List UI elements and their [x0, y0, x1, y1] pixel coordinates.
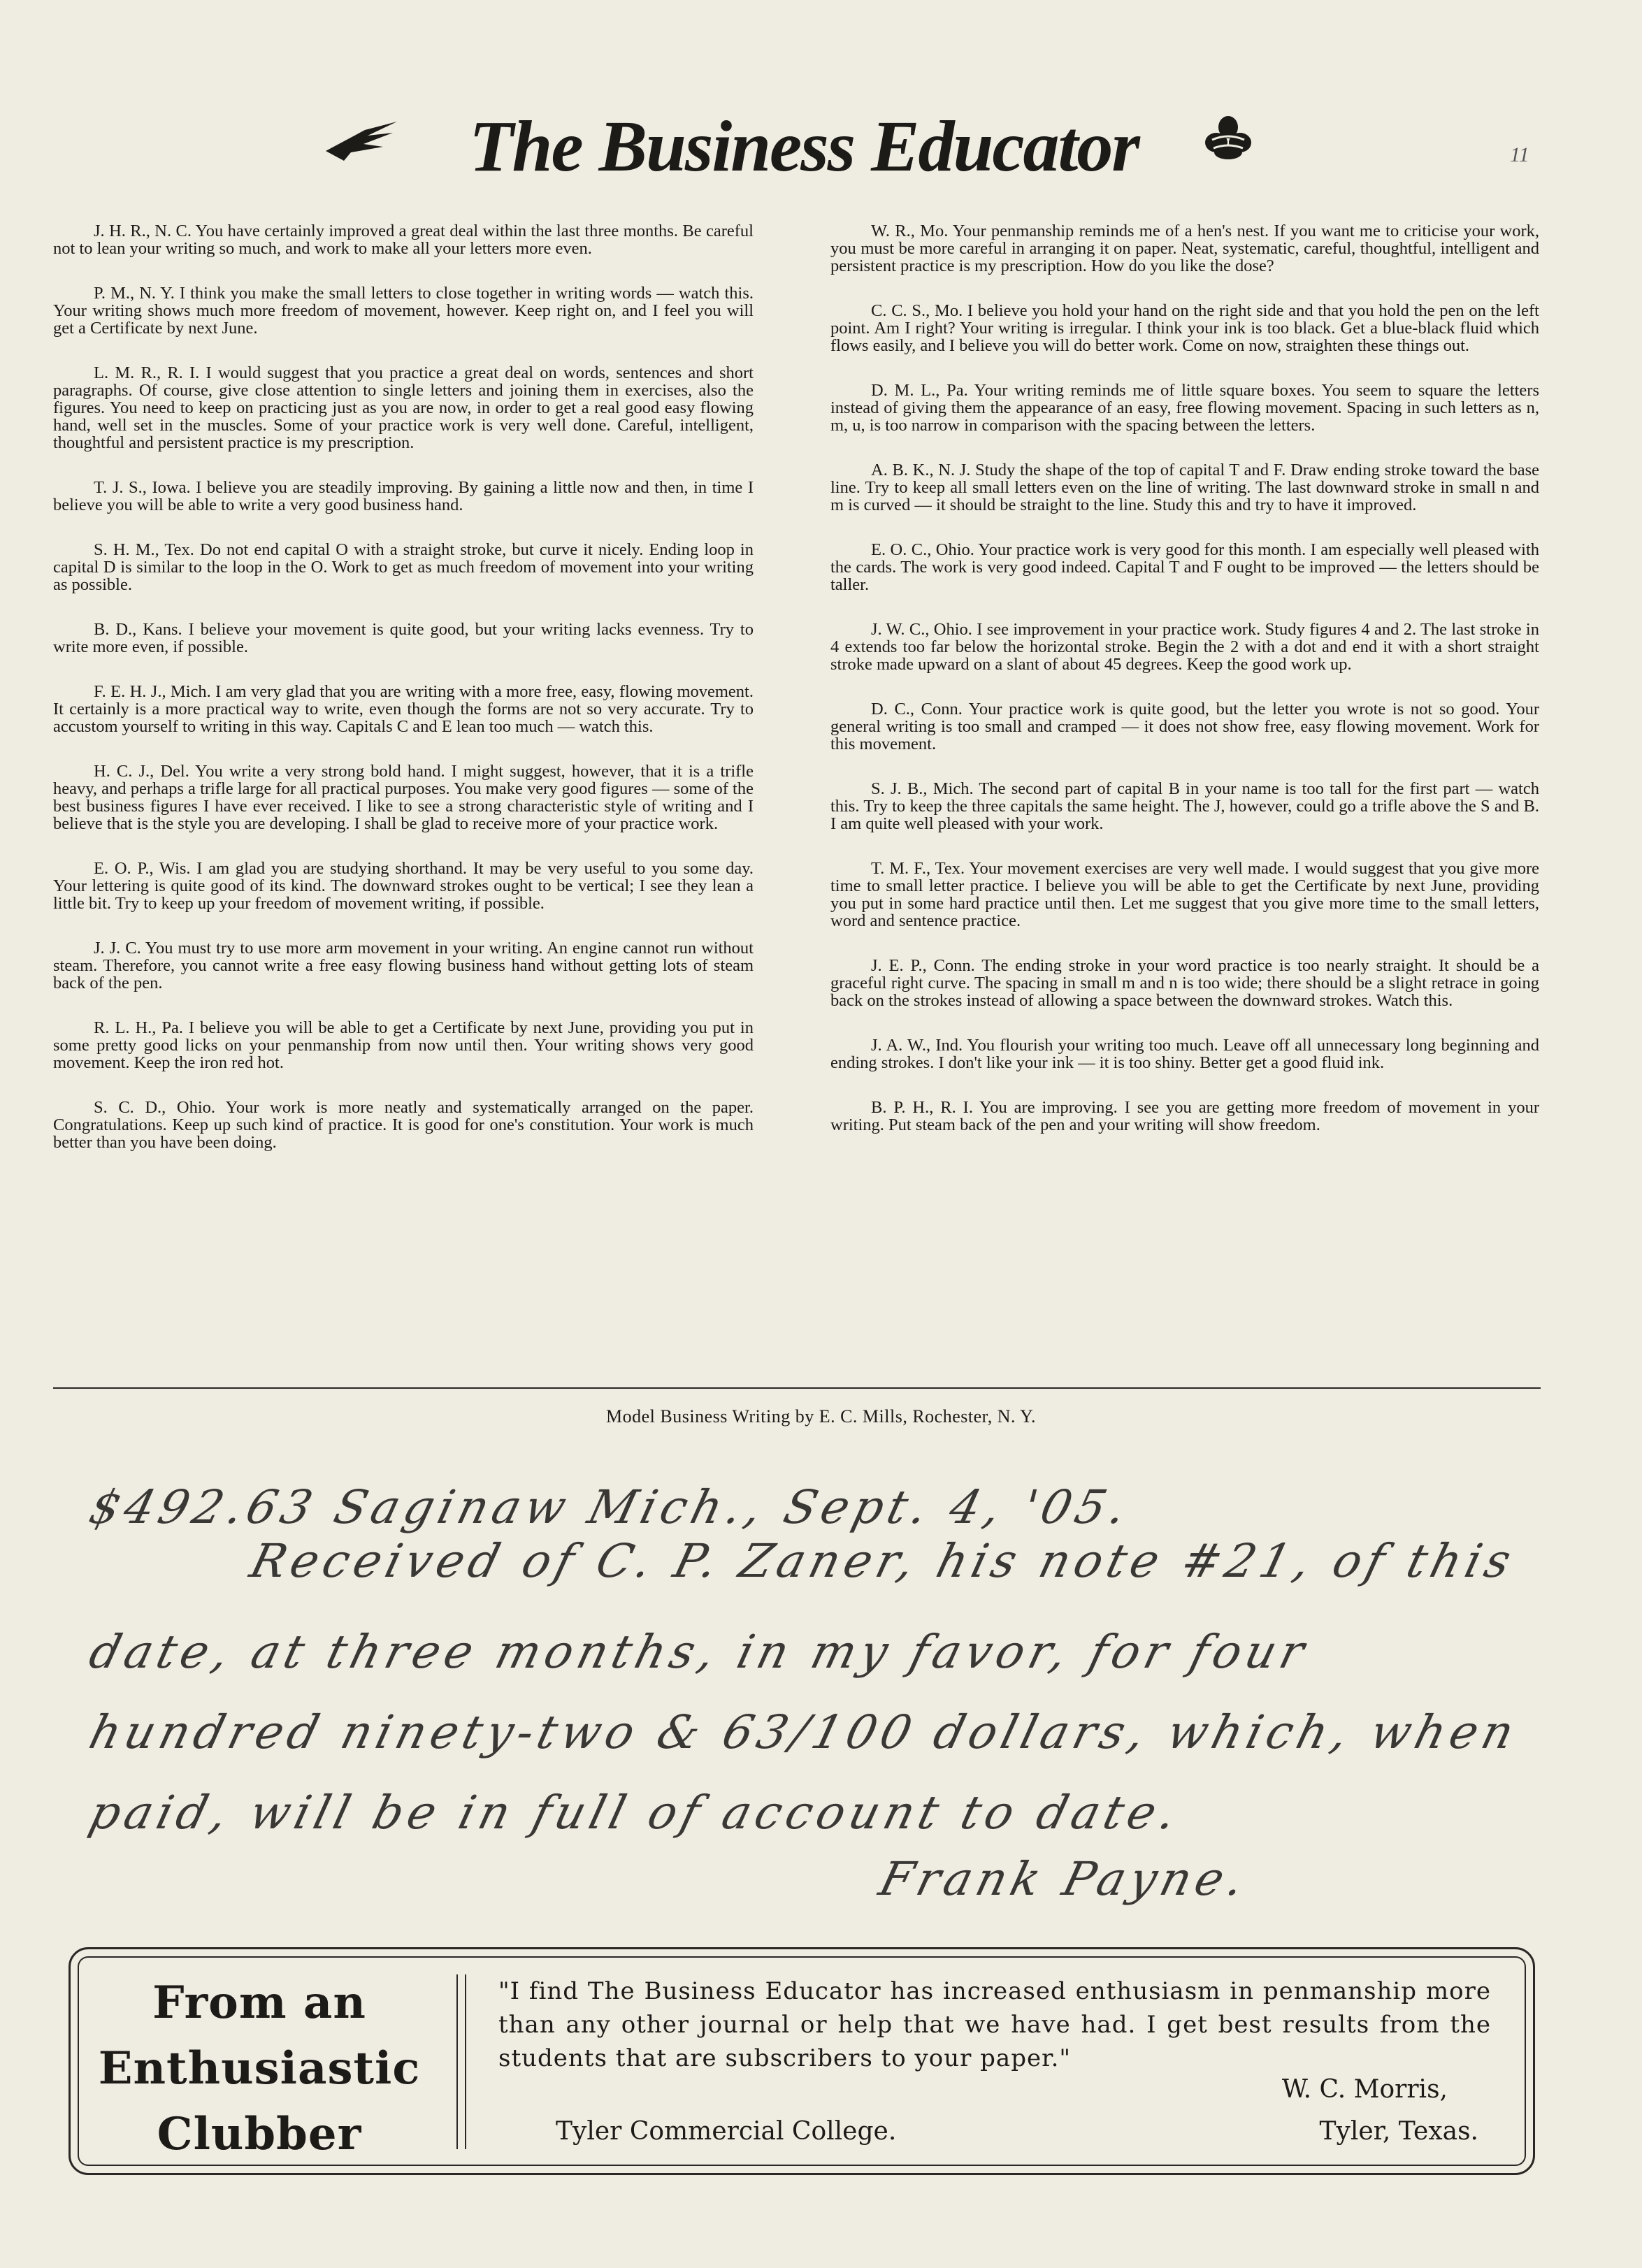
model-writing-caption: Model Business Writing by E. C. Mills, Rochester, N. Y. [606, 1406, 1036, 1426]
critique-paragraph: J. W. C., Ohio. I see improvement in your practice work. Study figures 4 and 2. The last stroke in 4 extends too far below the horizontal stroke. Begin the 2 with a dot and end it with a short straight stroke made upward on a slant of about 45 degrees. Keep the good work up. [830, 620, 1539, 674]
critique-paragraph: F. E. H. J., Mich. I am very glad that you are writing with a more free, easy, flowing movement. It certainly is a more practical way to write, even though the forms are not so very accurate. Try to accustom yourself to writing in this way. Capitals C and E lean too much — watch this. [53, 682, 754, 736]
critique-paragraph: W. R., Mo. Your penmanship reminds me of a hen's nest. If you want me to criticise your work, you must be more careful in arranging it on paper. Neat, systematic, careful, thoughtful, intelligent and persistent practice is my prescription. How do you like the dose? [830, 222, 1539, 275]
critique-paragraph: S. H. M., Tex. Do not end capital O with a straight stroke, but curve it nicely. Ending loop in capital D is similar to the loop in the O. Work to get as much freedom of movement into your writing as possible. [53, 540, 754, 594]
critique-paragraph: H. C. J., Del. You write a very strong bold hand. I might suggest, however, that it is a trifle heavy, and perhaps a trifle large for all practical purposes. You make very good figures — some of the best business figures I have ever received. I like to see a strong characteristic style of writing and I believe that is the style you are developing. I shall be glad to receive more of your practice work. [53, 762, 754, 833]
critique-paragraph: L. M. R., R. I. I would suggest that you practice a great deal on words, sentences and short paragraphs. Of course, give close attention to single letters and joining them in exercises, also the figures. You need to keep on practicing just as you are now, in order to get a real good easy flowing hand, well set in the muscles. Some of your practice work is very well done. Careful, intelligent, thoughtful and persistent practice is my prescription. [53, 363, 754, 452]
critique-paragraph: A. B. K., N. J. Study the shape of the top of capital T and F. Draw ending stroke toward the base line. Try to keep all small letters even on the line of writing. The last downward stroke in small n and m is curved — it should be straight to the line. Study this and try to have it improved. [830, 461, 1539, 514]
critique-paragraph: J. J. C. You must try to use more arm movement in your writing. An engine cannot run without steam. Therefore, you cannot write a free easy flowing business hand without getting lots of steam back of the pen. [53, 939, 754, 992]
critique-paragraph: D. M. L., Pa. Your writing reminds me of little square boxes. You seem to square the letters instead of giving them the appearance of an easy, free flowing movement. Spacing in such letters as n, m, u, is too narrow in comparison with the spacing between the letters. [830, 381, 1539, 435]
critique-paragraph: E. O. C., Ohio. Your practice work is very good for this month. I am especially well pleased with the cards. The work is very good indeed. Capital T and F ought to be improved — the letters should be taller. [830, 540, 1539, 594]
heading-line: Enthusiastic [98, 2042, 421, 2095]
script-line: paid, will be in full of account to date. [84, 1786, 1187, 1840]
critique-paragraph: E. O. P., Wis. I am glad you are studying shorthand. It may be very useful to you some day. Your lettering is quite good of its kind. The downward strokes ought to be vertical; I see they lean a little bit. Try to keep up your freedom of movement writing, if possible. [53, 859, 754, 913]
testimonial-heading [71, 1970, 448, 2167]
critique-paragraph: D. C., Conn. Your practice work is quite good, but the letter you wrote is not so good. Your general writing is too small and cramped — it does not show free, easy flowing movement. Work for this movement. [830, 700, 1539, 753]
critique-paragraph: J. H. R., N. C. You have certainly improved a great deal within the last three months. Be careful not to lean your writing so much, and work to make all your letters more even. [53, 222, 754, 258]
critique-paragraph: S. C. D., Ohio. Your work is more neatly and systematically arranged on the paper. Congratulations. Keep up such kind of practice. It is good for one's constitution. Your work is much better than you have been doing. [53, 1098, 754, 1152]
testimonial-box [69, 1947, 1535, 2175]
critique-paragraph: B. P. H., R. I. You are improving. I see you are getting more freedom of movement in your writing. Put steam back of the pen and your writing will show freedom. [830, 1098, 1539, 1134]
script-line: hundred ninety-two & 63/100 dollars, which, when [84, 1705, 1525, 1759]
critique-paragraph: C. C. S., Mo. I believe you hold your hand on the right side and that you hold the pen on the left point. Am I right? Your writing is irregular. I think your ink is too black. Get a blue-black fluid which flows easily, and I believe you will do better work. Come on now, straighten these things out. [830, 301, 1539, 355]
critique-paragraph: T. J. S., Iowa. I believe you are steadily improving. By gaining a little now and then, in time I believe you will be able to write a very good business hand. [53, 478, 754, 514]
script-line: Received of C. P. Zaner, his note #21, of this [245, 1534, 1521, 1588]
critique-paragraph: B. D., Kans. I believe your movement is quite good, but your writing lacks evenness. Try to write more even, if possible. [53, 620, 754, 656]
box-separator [456, 1974, 458, 2149]
critique-paragraph: R. L. H., Pa. I believe you will be able to get a Certificate by next June, providing you put in some pretty good licks on your penmanship from now until then. Your writing shows very good movement. Keep the iron red hot. [53, 1018, 754, 1072]
box-separator [465, 1974, 466, 2149]
critique-paragraph: P. M., N. Y. I think you make the small letters to close together in writing words — watch this. Your writing shows much more freedom of movement, however. Keep right on, and I feel you will get a Certificate by next June. [53, 284, 754, 338]
script-signature: Frank Payne. [874, 1852, 1255, 1906]
testimonial-signer: W. C. Morris, [1281, 2075, 1448, 2104]
page-number: 11 [1510, 143, 1529, 166]
critique-paragraph: T. M. F., Tex. Your movement exercises are very well made. I would suggest that you give more time to small letter practice. I believe you will be able to get the Certificate by next June, providing you put in some hard practice until then. Let me suggest that you give more time to the small letters, word and sentence practice. [830, 859, 1539, 930]
script-line-header: $492.63 Saginaw Mich., Sept. 4, '05. [84, 1480, 1137, 1534]
pointing-hand-icon [323, 120, 400, 162]
script-line: date, at three months, in my favor, for four [84, 1625, 1315, 1679]
testimonial-place: Tyler, Texas. [1319, 2117, 1478, 2146]
heading-line: Clubber [157, 2108, 362, 2160]
critique-paragraph: S. J. B., Mich. The second part of capital B in your name is too tall for the first part — watch this. Try to keep the three capitals the same height. The J, however, could go a trifle above the S and B. I am quite well pleased with your work. [830, 779, 1539, 833]
heading-line: From an [152, 1977, 366, 2029]
testimonial-quote: "I find The Business Educator has increased enthusiasm in penmanship more than any other journal or help that we have had. I get best results from the students that are subscribers to your paper." [498, 1977, 1491, 2072]
flourish-ornament-icon [1202, 112, 1254, 164]
section-divider [53, 1387, 1541, 1389]
critique-paragraph: J. E. P., Conn. The ending stroke in your word practice is too nearly straight. It should be a graceful right curve. The spacing in small m and n is too wide; there should be a slight retrace in going back on the strokes instead of allowing a space between the downward strokes. Watch this. [830, 956, 1539, 1010]
page-title: The Business Educator [469, 106, 1139, 187]
critique-column-right [830, 222, 1539, 1161]
critique-paragraph: J. A. W., Ind. You flourish your writing too much. Leave off all unnecessary long beginning and ending strokes. I don't like your ink — it is too shiny. Better get a good fluid ink. [830, 1036, 1539, 1072]
testimonial-college: Tyler Commercial College. [556, 2117, 897, 2146]
critique-column-left [53, 222, 754, 1178]
